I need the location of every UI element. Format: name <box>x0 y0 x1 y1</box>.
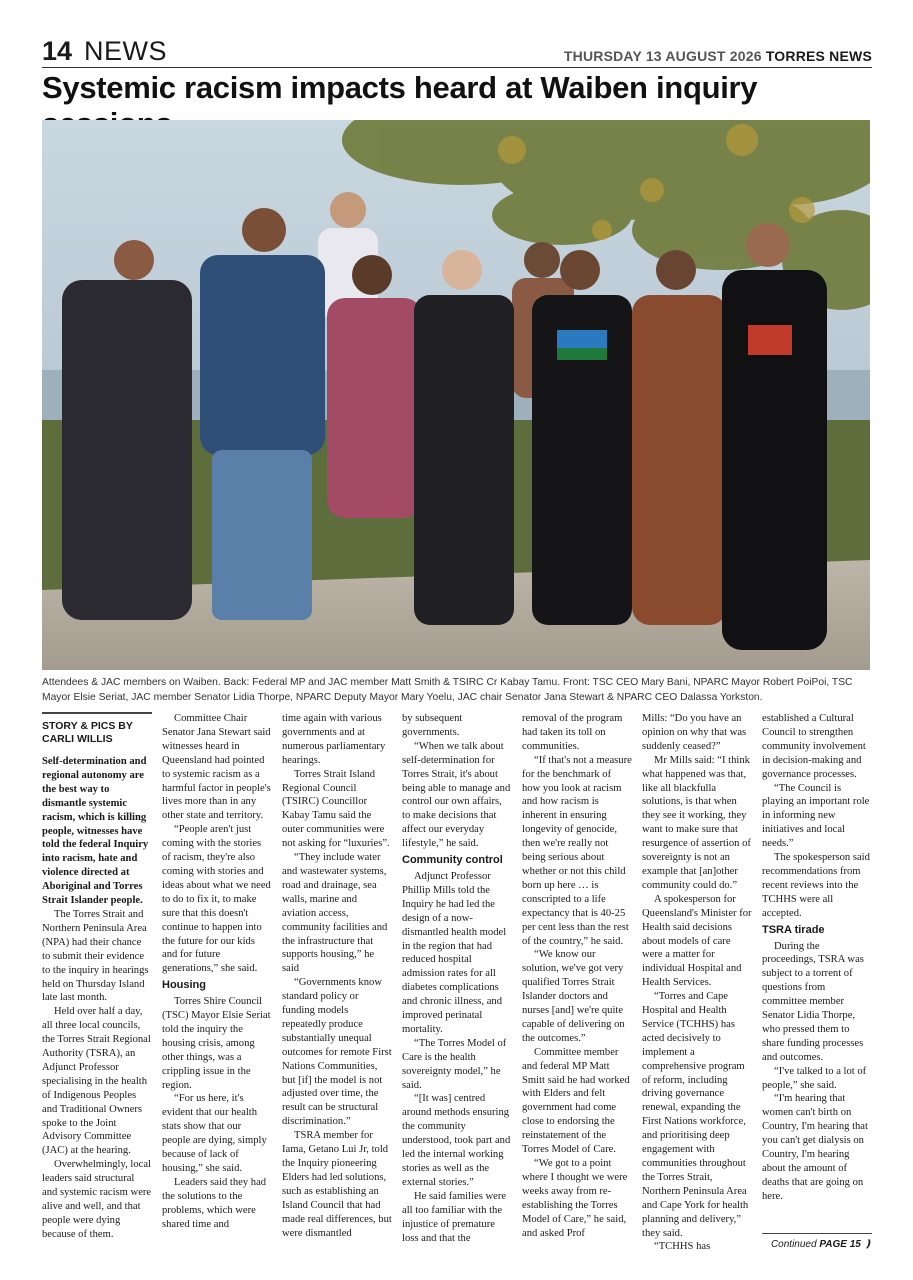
photo-illustration <box>42 120 870 670</box>
lead-paragraph: Self-determination and regional autonomy are the best way to dismantle systemic racism, which is killing people, witnesses have told the federal Inquiry into racism, hate and violence directed at Aboriginal and Torres Strait Islander people. <box>42 756 149 907</box>
body-paragraph: “I'm hearing that women can't birth on Country, I'm hearing that you can't get dialysis on Country, I'm hearing about the amount of deaths that are going on here. <box>762 1093 868 1202</box>
body-paragraph: “For us here, it's evident that our health stats show that our people are dying, simply because of lack of housing,” she said. <box>162 1093 267 1174</box>
body-paragraph: Mills: “Do you have an opinion on why that was suddenly ceased?” <box>642 713 747 752</box>
column-4 <box>402 712 512 1245</box>
body-paragraph: by subsequent governments. <box>402 713 463 738</box>
continued-arrow-icon: ❫ <box>863 1239 872 1251</box>
body-paragraph: Leaders said they had the solutions to the problems, which were shared time and <box>162 1176 267 1230</box>
body-paragraph: “I've talked to a lot of people,” she said. <box>762 1065 867 1091</box>
body-paragraph: “Torres and Cape Hospital and Health Service (TCHHS) has acted decisively to implement a comprehensive program of reform, including driving governance renewal, expanding the First Nations workforce, and prioritising deep engagement with communities throughout the Torres Strait, Northern Peninsula Area and Cape York for health planning and delivery,” they said. <box>642 991 749 1239</box>
body-paragraph: Adjunct Professor Phillip Mills told the Inquiry he had led the design of a now-dismantled health model in the region that had reduced hospital admission rates for all diabetes complications and chronic illness, and improved perinatal mortality. <box>402 870 507 1035</box>
headline: Systemic racism impacts heard at Waiben inquiry <box>42 70 758 105</box>
section-label: NEWS <box>84 36 167 66</box>
issue-date: THURSDAY 13 AUGUST 2026 <box>563 48 762 64</box>
body-paragraph: Overwhelmingly, local leaders said structural and systemic racism were alive and well, and that people were dying because of them. <box>42 1159 152 1240</box>
body-paragraph: “People aren't just coming with the stories of racism, they're also coming with stories and ideas about what we need to do to fix it, to make sure that this doesn't continue to happen into the future for our kids and for future generations,” she said. <box>162 824 271 975</box>
body-paragraph: “The Torres Model of Care is the health sovereignty model,” he said. <box>402 1037 507 1091</box>
body-paragraph: “We got to a point where I thought we were weeks away from re-establishing the Torres Model of Care,” he said, and asked Prof <box>522 1158 628 1239</box>
body-paragraph: During the proceedings, TSRA was subject to a torrent of questions from committee member Senator Lidia Thorpe, who pressed them to share funding processes and outcomes. <box>762 940 864 1063</box>
continued-label: Continued <box>770 1239 817 1251</box>
body-paragraph: established a Cultural Council to strengthen community involvement in decision-making and governance processes. <box>762 713 866 780</box>
body-paragraph: Committee Chair Senator Jana Stewart said witnesses heard in Queensland had pointed to systemic racism as a harmful factor in people's lives more than in any other state and territory. <box>162 713 271 822</box>
body-paragraph: “They include water and wastewater systems, road and drainage, sea walls, marine and aviation access, community facilities and the infrastructure that supports housing,” he said <box>282 852 388 975</box>
group-photo <box>42 120 870 670</box>
column-7 <box>762 712 872 1252</box>
column-6 <box>642 712 752 1254</box>
article-body <box>42 712 872 1252</box>
page-header <box>42 34 872 68</box>
body-paragraph: A spokesperson for Queensland's Minister for Health said decisions about models of care were a matter for individual Hospital and Health Services. <box>642 893 752 989</box>
publication-name: TORRES NEWS <box>765 48 872 64</box>
subheading: TSRA tirade <box>762 923 825 936</box>
body-paragraph: time again with various governments and at numerous parliamentary hearings. <box>282 713 386 766</box>
column-1 <box>42 712 152 1242</box>
subheading: Housing <box>162 979 206 992</box>
dateline <box>564 48 872 64</box>
photo-caption: Attendees & JAC members on Waiben. Back: Federal MP and JAC member Matt Smith & TSIRC Cr Kabay Tamu. Front: TSC CEO Mary Bani, NPARC Mayor Robert PoiPoi, TSC Mayor Elsie Seriat, JAC member Senator Lidia Thorpe, NPARC Deputy Mayor Mary Yoelu, JAC chair Senator Jana Stewart & NPARC CEO Dalassa Yorkston. <box>42 677 853 703</box>
body-paragraph: “[It was] centred around methods ensuring the community understood, took part and led the internal working stories as well as the external stories.” <box>402 1093 511 1188</box>
body-paragraph: The Torres Strait and Northern Peninsula Area (NPA) had their chance to submit their evidence to the inquiry in hearings held on Thursday Island late last month. <box>42 908 149 1004</box>
column-2 <box>162 712 272 1232</box>
body-paragraph: “Governments know standard policy or funding models repeatedly produce substantially unequal outcomes for remote First Nations Communities, but [if] the model is not adjusted over time, the result can be structural discrimination.” <box>282 977 392 1128</box>
body-paragraph: Committee member and federal MP Matt Smitt said he had worked with Elders and felt government had come close to endorsing the reinstatement of the Torres Model of Care. <box>522 1046 630 1156</box>
continued-link[interactable] <box>762 1233 872 1252</box>
body-paragraph: “We know our solution, we've got very qualified Torres Strait Islander doctors and nurses [and] we're quite capable of delivering on the outcomes.” <box>522 949 625 1044</box>
body-paragraph: TSRA member for Iama, Getano Lui Jr, told the Inquiry pioneering Elders had led solutions, such as establishing an Island Council that had made real differences, but were dismantled <box>282 1130 392 1239</box>
body-paragraph: “If that's not a measure for the benchmark of how you look at racism and how racism is inherent in ensuring longevity of genocide, then we're really not being serious about whether or not this child born up here … is conscripted to a life expectancy that is 40-25 per cent less than the rest of the country,” he said. <box>522 754 632 947</box>
body-paragraph: “When we talk about self-determination for Torres Strait, it's about being able to manage and control our own affairs, to make decisions that affect our everyday lifestyle,” he said. <box>402 740 511 850</box>
column-3 <box>282 712 392 1240</box>
body-paragraph: “TCHHS has <box>654 1241 711 1253</box>
body-paragraph: removal of the program had taken its toll on communities. <box>522 713 623 752</box>
body-paragraph: Mr Mills said: “I think what happened was that, like all blackfulla solutions, is that when they see it working, they want to make sure that resurgence of assertion of sovereignty is not an example that [an]other community could do.” <box>642 754 751 891</box>
body-paragraph: Torres Shire Council (TSC) Mayor Elsie Seriat told the inquiry the housing crisis, among other things, was a crippling issue in the region. <box>162 996 271 1091</box>
column-5 <box>522 712 632 1240</box>
body-paragraph: Torres Strait Island Regional Council (TSIRC) Councillor Kabay Tamu said the outer communities were not asking for “luxuries”. <box>282 768 390 850</box>
continued-page: PAGE 15 <box>819 1239 861 1251</box>
body-paragraph: He said families were all too familiar with the injustice of premature loss and that the <box>402 1190 507 1244</box>
body-paragraph: “The Council is playing an important role in informing new initiatives and local needs.” <box>762 782 870 850</box>
subheading: Community control <box>402 854 503 867</box>
byline: STORY & PICS BY CARLI WILLIS <box>42 712 152 746</box>
body-paragraph: Held over half a day, all three local councils, the Torres Strait Regional Authority (TSRA), an Adjunct Professor specialising in the health of Indigenous Peoples and Traditional Owners spoke to the Joint Advisory Committee (JAC) at the hearing. <box>42 1006 151 1157</box>
body-paragraph: The spokesperson said recommendations from recent reviews into the TCHHS were all accepted. <box>762 852 870 919</box>
page-number: 14 <box>42 36 73 66</box>
